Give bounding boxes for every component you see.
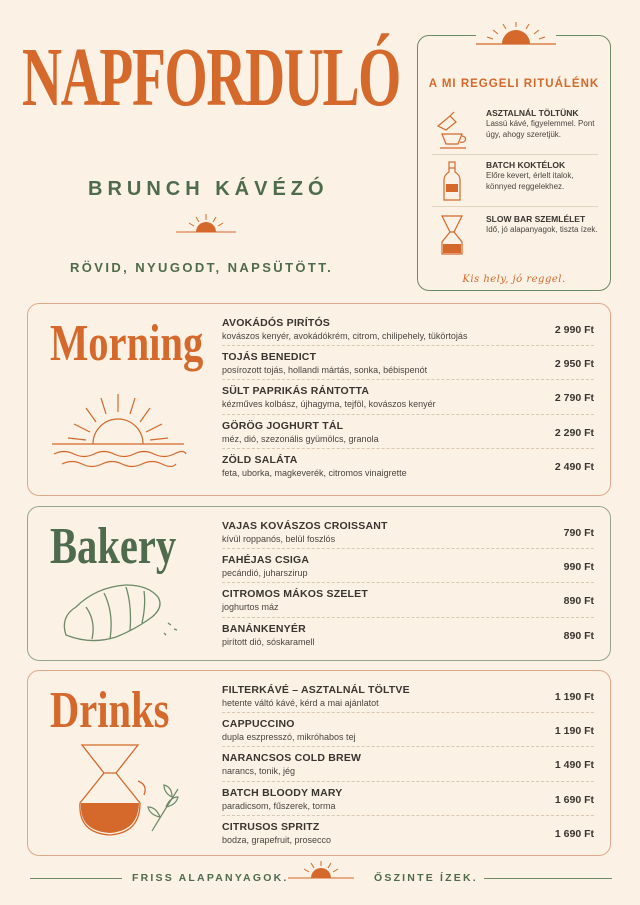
- item-desc: kovászos kenyér, avokádókrém, citrom, chilipehely, tükörtojás: [222, 331, 468, 341]
- ritual-item-desc: Előre kevert, érlelt italok, könnyed reggelekhez.: [486, 171, 574, 191]
- section-morning: [27, 303, 611, 496]
- croissant-icon: [56, 577, 186, 649]
- divider: [432, 206, 598, 207]
- item-desc: posírozott tojás, hollandi mártás, sonka, bébispenót: [222, 365, 428, 376]
- item-desc: dupla eszpresszó, mikróhabos tej: [222, 732, 356, 743]
- divider: [30, 878, 122, 879]
- section-title-morning: Morning: [50, 315, 204, 372]
- item-name: FILTERKÁVÉ – ASZTALNÁL TÖLTVE: [222, 684, 410, 696]
- item-price: 2 490 Ft: [554, 460, 594, 473]
- item-price: 2 290 Ft: [554, 426, 594, 439]
- chemex-icon: [432, 214, 472, 258]
- item-name: CITROMOS MÁKOS SZELET: [222, 588, 368, 601]
- item-name: ZÖLD SALÁTA: [222, 453, 298, 466]
- item-name: NARANCSOS COLD BREW: [222, 752, 362, 765]
- item-price: 1 190 Ft: [554, 725, 594, 738]
- item-desc: joghurtos máz: [222, 602, 279, 613]
- pour-over-icon: [432, 108, 472, 152]
- item-desc: hetente váltó kávé, kérd a mai ajánlatot: [222, 698, 379, 708]
- menu-item: [222, 816, 594, 850]
- item-name: AVOKÁDÓS PIRÍTÓS: [222, 317, 331, 329]
- sunset-sea-icon: [48, 392, 188, 480]
- ritual-signature: Kis hely, jó reggel.: [462, 274, 566, 285]
- section-title-drinks: Drinks: [50, 682, 170, 739]
- section-title-bakery: Bakery: [50, 518, 177, 575]
- menu-item: [222, 713, 594, 747]
- menu-item: [222, 380, 594, 414]
- ritual-title: A MI REGGELI RITUÁLÉNK: [428, 78, 600, 90]
- ritual-item-name: BATCH KOKTÉLOK: [486, 160, 566, 170]
- item-price: 2 990 Ft: [554, 324, 594, 336]
- tagline: RÖVID, NYUGODT, NAPSÜTÖTT.: [70, 260, 334, 275]
- section-bakery: [27, 506, 611, 661]
- divider: [432, 154, 598, 155]
- item-name: BANÁNKENYÉR: [222, 622, 306, 635]
- item-name: CITRUSOS SPRITZ: [222, 820, 320, 833]
- menu-item: [222, 618, 594, 652]
- menu-item: [222, 312, 594, 346]
- item-price: 890 Ft: [563, 595, 594, 608]
- ritual-item-desc: Idő, jó alapanyagok, tiszta ízek.: [486, 225, 598, 234]
- ritual-panel: [417, 35, 611, 291]
- item-price: 890 Ft: [563, 629, 594, 642]
- ritual-item-name: SLOW BAR SZEMLÉLET: [486, 214, 586, 224]
- item-price: 1 190 Ft: [554, 691, 594, 703]
- item-price: 2 790 Ft: [554, 392, 594, 405]
- item-name: TOJÁS BENEDICT: [222, 351, 317, 364]
- chemex-drink-icon: [68, 741, 188, 841]
- page-title: NAPFORDULÓ: [22, 31, 400, 124]
- menu-item: [222, 415, 594, 449]
- item-desc: pecándió, juharszirup: [222, 568, 308, 579]
- item-desc: méz, dió, szezonális gyümölcs, granola: [222, 433, 379, 444]
- menu-item: [222, 346, 594, 380]
- bottle-icon: [432, 160, 472, 204]
- menu-list-morning: [222, 312, 594, 483]
- ritual-item: [432, 160, 604, 208]
- footer-left-text: FRISS ALAPANYAGOK.: [132, 872, 289, 884]
- footer: [0, 868, 640, 890]
- item-name: FAHÉJAS CSIGA: [222, 554, 310, 567]
- divider: [484, 878, 612, 879]
- menu-list-bakery: [222, 515, 594, 652]
- item-desc: bodza, grapefruit, prosecco: [222, 834, 332, 845]
- item-name: GÖRÖG JOGHURT TÁL: [222, 419, 344, 432]
- sun-divider-icon: [288, 860, 354, 882]
- item-price: 1 490 Ft: [554, 759, 594, 772]
- footer-right-text: ŐSZINTE ÍZEK.: [374, 872, 478, 884]
- item-desc: pirított dió, sóskaramell: [222, 636, 315, 647]
- item-price: 790 Ft: [563, 527, 594, 539]
- ritual-item: [432, 108, 604, 156]
- menu-item: [222, 583, 594, 617]
- section-drinks: [27, 670, 611, 856]
- ritual-item-desc: Lassú kávé, figyelemmel. Pont úgy, ahogy szeretjük.: [486, 119, 595, 139]
- ritual-item: [432, 214, 604, 262]
- item-price: 1 690 Ft: [554, 793, 594, 806]
- ritual-item-name: ASZTALNÁL TÖLTÜNK: [486, 108, 579, 118]
- subtitle: BRUNCH KÁVÉZÓ: [88, 178, 329, 200]
- menu-item: [222, 679, 594, 713]
- item-desc: paradicsom, fűszerek, torma: [222, 800, 336, 811]
- item-name: BATCH BLOODY MARY: [222, 786, 343, 799]
- menu-item: [222, 782, 594, 816]
- menu-item: [222, 515, 594, 549]
- item-desc: kézműves kolbász, újhagyma, tejföl, kovászos kenyér: [222, 399, 436, 410]
- menu-item: [222, 449, 594, 483]
- menu-item: [222, 747, 594, 781]
- item-desc: narancs, tonik, jég: [222, 766, 296, 777]
- item-name: VAJAS KOVÁSZOS CROISSANT: [222, 520, 388, 532]
- item-name: CAPPUCCINO: [222, 718, 295, 731]
- item-desc: feta, uborka, magkeverék, citromos vinaigrette: [222, 467, 407, 478]
- sunrise-icon: [476, 22, 556, 48]
- item-name: SÜLT PAPRIKÁS RÁNTOTTA: [222, 385, 370, 398]
- item-price: 2 950 Ft: [554, 358, 594, 371]
- item-price: 990 Ft: [563, 561, 594, 574]
- item-desc: kívül roppanós, belül foszlós: [222, 534, 336, 544]
- item-price: 1 690 Ft: [554, 827, 594, 840]
- sun-divider-icon: [176, 212, 236, 234]
- menu-item: [222, 549, 594, 583]
- menu-list-drinks: [222, 679, 594, 850]
